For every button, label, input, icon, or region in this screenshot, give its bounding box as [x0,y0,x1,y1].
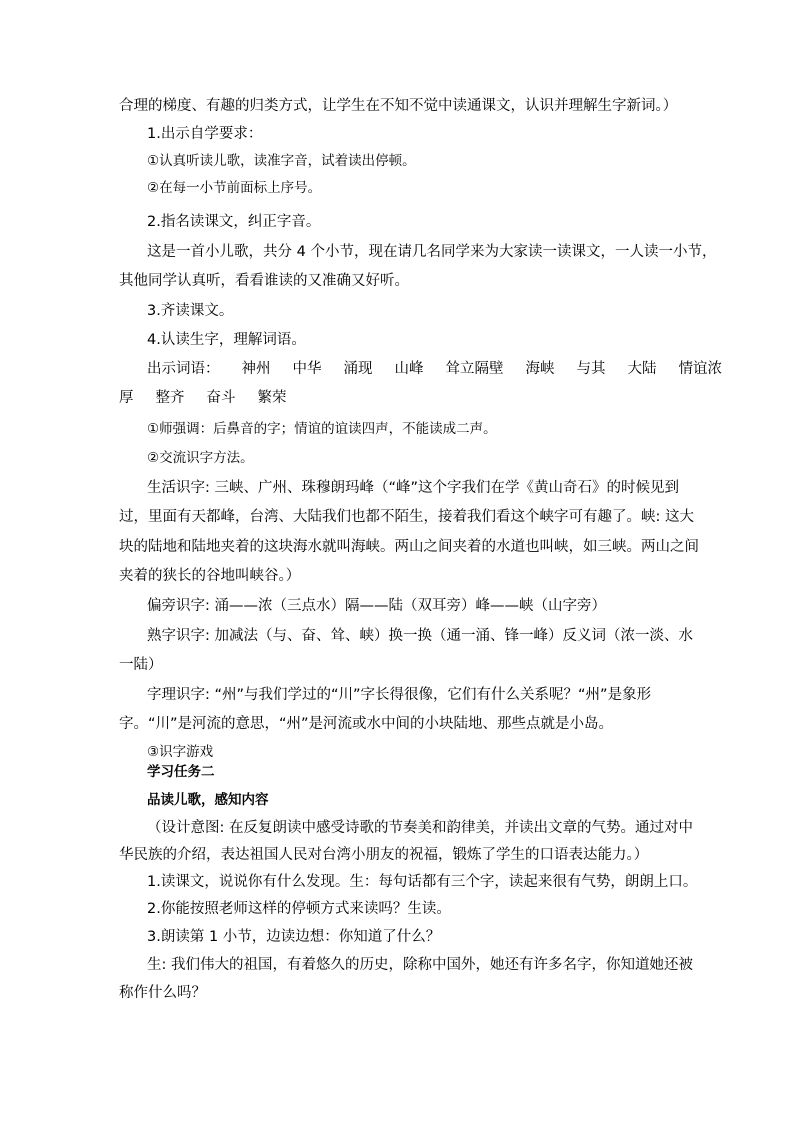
paragraph-line: 合理的梯度、有趣的归类方式，让学生在不知不觉中读通课文，认识并理解生字新词。） [119,98,678,114]
vocab-word: 耸立隔壁 [445,361,504,377]
paragraph-line: 字理识字: “州”与我们学过的“川”字长得很像，它们有什么关系呢？“州”是象形 [147,687,652,703]
paragraph-line: 熟字识字: 加减法（与、奋、耸、峡）换一换（通一涌、锋一峰）反义词（浓一淡、水 [147,628,693,644]
paragraph-line: ①认真听读儿歌，读准字音，试着读出停顿。 [147,153,416,169]
vocab-label: 出示词语： [147,361,220,377]
vocab-word: 山峰 [394,361,424,377]
paragraph-line: ①师强调：后鼻音的字；情谊的谊读四声，不能读成二声。 [147,421,497,437]
vocab-row [119,388,287,408]
paragraph-line: 4.认读生字，理解词语。 [147,332,306,348]
vocab-word: 与其 [576,361,606,377]
vocab-word: 整齐 [155,390,185,406]
paragraph-line: 2.指名读课文，纠正字音。 [147,214,321,230]
paragraph-line: 生: 我们伟大的祖国，有着悠久的历史，除称中国外，她还有许多名字，你知道她还被 [147,957,693,973]
paragraph-line: 称作什么吗？ [119,985,206,1001]
vocab-word: 大陆 [627,361,657,377]
paragraph-line: 偏旁识字: 涌——浓（三点水）隔——陆（双耳旁）峰——峡（山字旁） [147,598,606,614]
paragraph-line: 1.读课文，说说你有什么发现。生：每句话都有三个字，读起来很有气势，朗朗上口。 [147,874,698,890]
vocab-word: 厚 [119,390,134,406]
paragraph-line: 字。“川”是河流的意思，“州”是河流或水中间的小块陆地、那些点就是小岛。 [119,716,614,732]
vocab-word: 繁荣 [257,390,287,406]
section-subheading: 品读儿歌，感知内容 [147,792,269,808]
paragraph-line: 3.齐读课文。 [147,303,234,319]
paragraph-line: ②交流识字方法。 [147,450,254,466]
vocab-word: 奋斗 [206,390,236,406]
paragraph-line: （设计意图: 在反复朗读中感受诗歌的节奏美和韵律美，并读出文章的气势。通过对中 [147,820,693,836]
paragraph-line: 块的陆地和陆地夹着的这块海水就叫海峡。两山之间夹着的水道也叫峡，如三峡。两山之间 [119,539,699,555]
paragraph-line: 夹着的狭长的谷地叫峡谷。） [119,568,301,584]
paragraph-line: 生活识字: 三峡、广州、珠穆朗玛峰（“峰”这个字我们在学《黄山奇石》的时候见到 [147,480,680,496]
paragraph-line: 这是一首小儿歌，共分 4 个小节，现在请几名同学来为大家读一读课文，一人读一小节， [147,244,717,260]
paragraph-line: 一陆） [119,657,163,673]
vocab-word: 涌现 [343,361,373,377]
paragraph-line: ③识字游戏 [147,744,214,760]
paragraph-line: 过，里面有天都峰，台湾、大陆我们也都不陌生，接着我们看这个峡字可有趣了。峡: 这大 [119,509,694,525]
paragraph-line: 其他同学认真听，看看谁读的又准确又好听。 [119,273,409,289]
paragraph-line: 1.出示自学要求： [147,126,263,142]
vocab-word: 中华 [292,361,322,377]
paragraph-line: 2.你能按照老师这样的停顿方式来读吗？生读。 [147,901,451,917]
section-heading: 学习任务二 [147,764,215,780]
paragraph-line: ②在每一小节前面标上序号。 [147,180,322,196]
vocab-word: 海峡 [525,361,555,377]
paragraph-line: 华民族的介绍，表达祖国人民对台湾小朋友的祝福，锻炼了学生的口语表达能力。） [119,847,649,863]
vocab-word: 神州 [241,361,271,377]
paragraph-line: 3.朗读第 1 小节，边读边想：你知道了什么？ [147,929,441,945]
vocab-row [147,359,722,379]
vocab-word: 情谊浓 [678,361,722,377]
